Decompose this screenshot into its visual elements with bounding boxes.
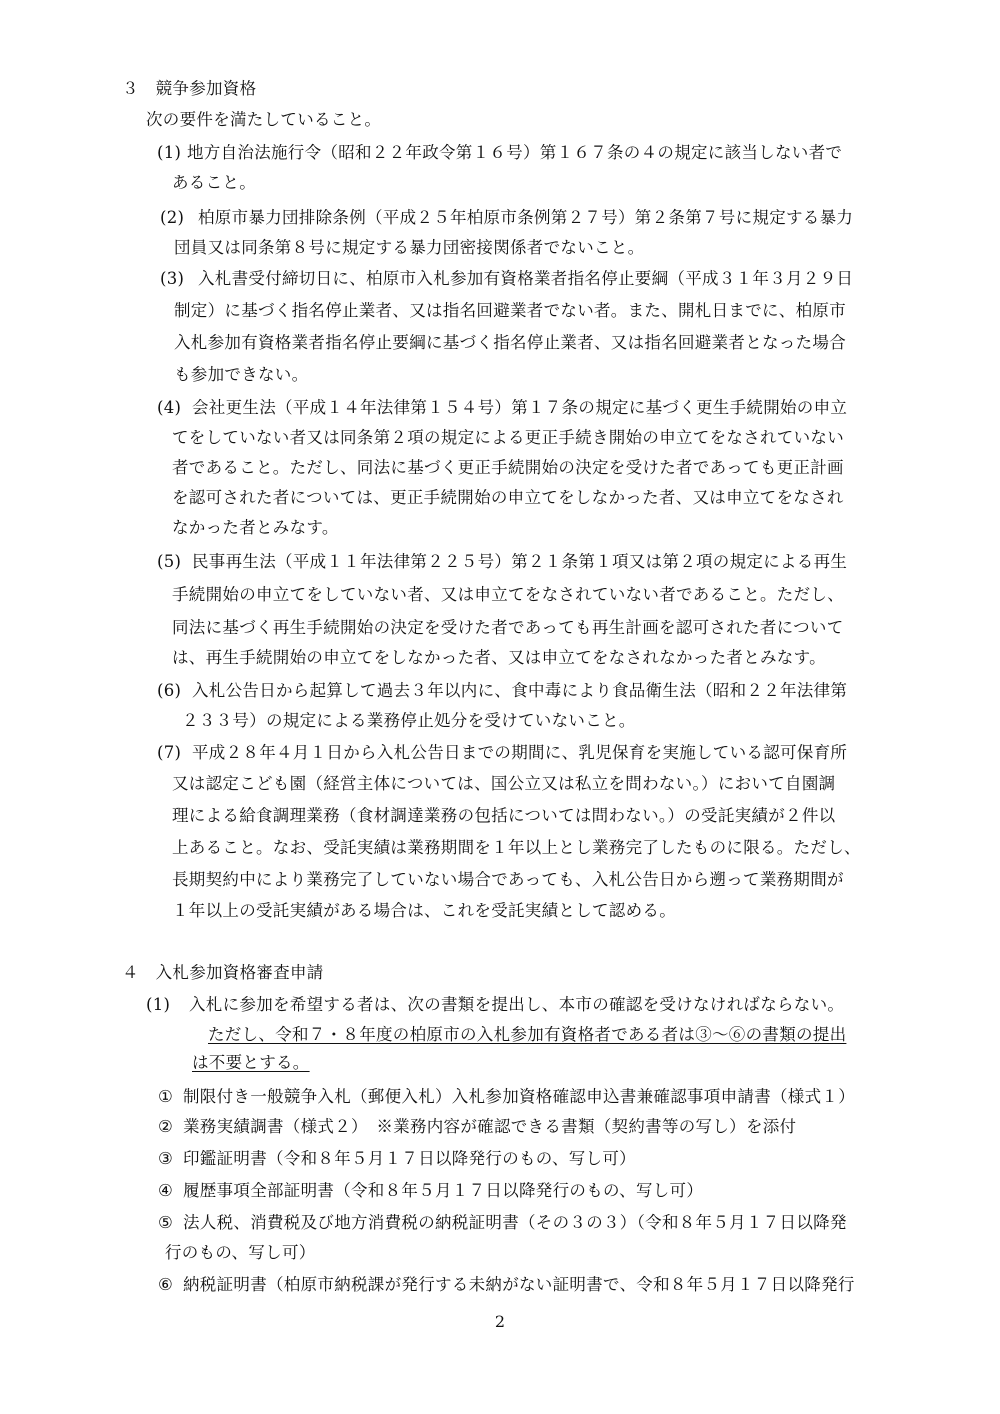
item-text-line: 制定）に基づく指名停止業者、又は指名回避業者でない者。また、開札日までに、柏原市 [174,301,846,320]
item-text-line: 手続開始の申立てをしていない者、又は申立てをなされていない者であること。ただし、 [172,585,844,604]
doc-text-line: 納税証明書（柏原市納税課が発行する未納がない証明書で、令和８年５月１７日以降発行 [183,1275,855,1294]
item-number: (1) [146,995,171,1014]
item-number: (7) [157,743,182,762]
item-number: (1) [157,143,182,162]
item-text-line: ２３３号）の規定による業務停止処分を受けていないこと。 [182,711,636,730]
item-text-line: 同法に基づく再生手続開始の決定を受けた者であっても再生計画を認可された者について [172,618,844,637]
doc-text-line: 制限付き一般競争入札（郵便入札）入札参加資格確認申込書兼確認事項申請書（様式１） [183,1087,855,1106]
item-text-line: 入札に参加を希望する者は、次の書類を提出し、本市の確認を受けなければならない。 [189,995,845,1014]
doc-number: ⑤ [158,1213,174,1232]
section-4-heading: ４ 入札参加資格審査申請 [122,963,324,982]
item-text-line: 団員又は同条第８号に規定する暴力団密接関係者でないこと。 [174,238,645,257]
doc-text-line: 業務実績調書（様式２） ※業務内容が確認できる書類（契約書等の写し）を添付 [183,1117,797,1136]
item-text-line: 長期契約中により業務完了していない場合であっても、入札公告日から遡って業務期間が [172,870,844,889]
item-text-line: 地方自治法施行令（昭和２２年政令第１６号）第１６７条の４の規定に該当しない者で [187,143,843,162]
item-text-line: あること。 [172,173,256,192]
item-text-line: 平成２８年４月１日から入札公告日までの期間に、乳児保育を実施している認可保育所 [192,743,848,762]
doc-text-line: 法人税、消費税及び地方消費税の納税証明書（その３の３）（令和８年５月１７日以降発 [183,1213,847,1232]
item-text-line: てをしていない者又は同条第２項の規定による更正手続き開始の申立てをなされていない [172,428,844,447]
doc-text-line: 履歴事項全部証明書（令和８年５月１７日以降発行のもの、写し可） [183,1181,704,1200]
doc-number: ② [158,1117,174,1136]
note-line: は不要とする。 [192,1053,310,1072]
item-text-line: 入札参加有資格業者指名停止要綱に基づく指名停止業者、又は指名回避業者となった場合 [174,333,846,352]
page-number: 2 [494,1312,506,1331]
item-number: (4) [157,398,182,417]
doc-text-line: 印鑑証明書（令和８年５月１７日以降発行のもの、写し可） [183,1149,636,1168]
item-text-line: 民事再生法（平成１１年法律第２２５号）第２１条第１項又は第２項の規定による再生 [192,552,848,571]
item-text-line: は、再生手続開始の申立てをしなかった者、又は申立てをなされなかった者とみなす。 [172,648,826,667]
item-number: (6) [157,681,182,700]
item-text-line: なかった者とみなす。 [172,518,339,537]
item-text-line: も参加できない。 [174,365,309,384]
item-text-line: 入札公告日から起算して過去３年以内に、食中毒により食品衛生法（昭和２２年法律第 [192,681,848,700]
item-text-line: 者であること。ただし、同法に基づく更正手続開始の決定を受けた者であっても更正計画 [172,458,844,477]
section-3-heading: ３ 競争参加資格 [122,79,257,98]
item-text-line: 又は認定こども園（経営主体については、国公立又は私立を問わない。）において自園調 [172,774,836,793]
doc-number: ④ [158,1181,174,1200]
item-number: (5) [157,552,182,571]
doc-text-line: 行のもの、写し可） [165,1243,316,1262]
item-text-line: 会社更生法（平成１４年法律第１５４号）第１７条の規定に基づく更生手続開始の申立 [192,398,848,417]
doc-number: ① [158,1087,174,1106]
item-number: (3) [160,269,185,288]
note-line: ただし、令和７・８年度の柏原市の入札参加有資格者である者は③～⑥の書類の提出 [208,1025,847,1044]
item-number: (2) [160,208,185,227]
item-text-line: １年以上の受託実績がある場合は、これを受託実績として認める。 [172,901,676,920]
doc-number: ⑥ [158,1275,174,1294]
section-3-intro: 次の要件を満たしていること。 [146,110,382,129]
item-text-line: 柏原市暴力団排除条例（平成２５年柏原市条例第２７号）第２条第７号に規定する暴力 [198,208,854,227]
item-text-line: 理による給食調理業務（食材調達業務の包括については問わない。）の受託実績が２件以 [172,806,836,825]
item-text-line: 上あること。なお、受託実績は業務期間を１年以上とし業務完了したものに限る。ただし、 [172,838,861,857]
item-text-line: を認可された者については、更正手続開始の申立てをしなかった者、又は申立てをなされ [172,488,844,507]
item-text-line: 入札書受付締切日に、柏原市入札参加有資格業者指名停止要綱（平成３１年３月２９日 [198,269,854,288]
doc-number: ③ [158,1149,174,1168]
